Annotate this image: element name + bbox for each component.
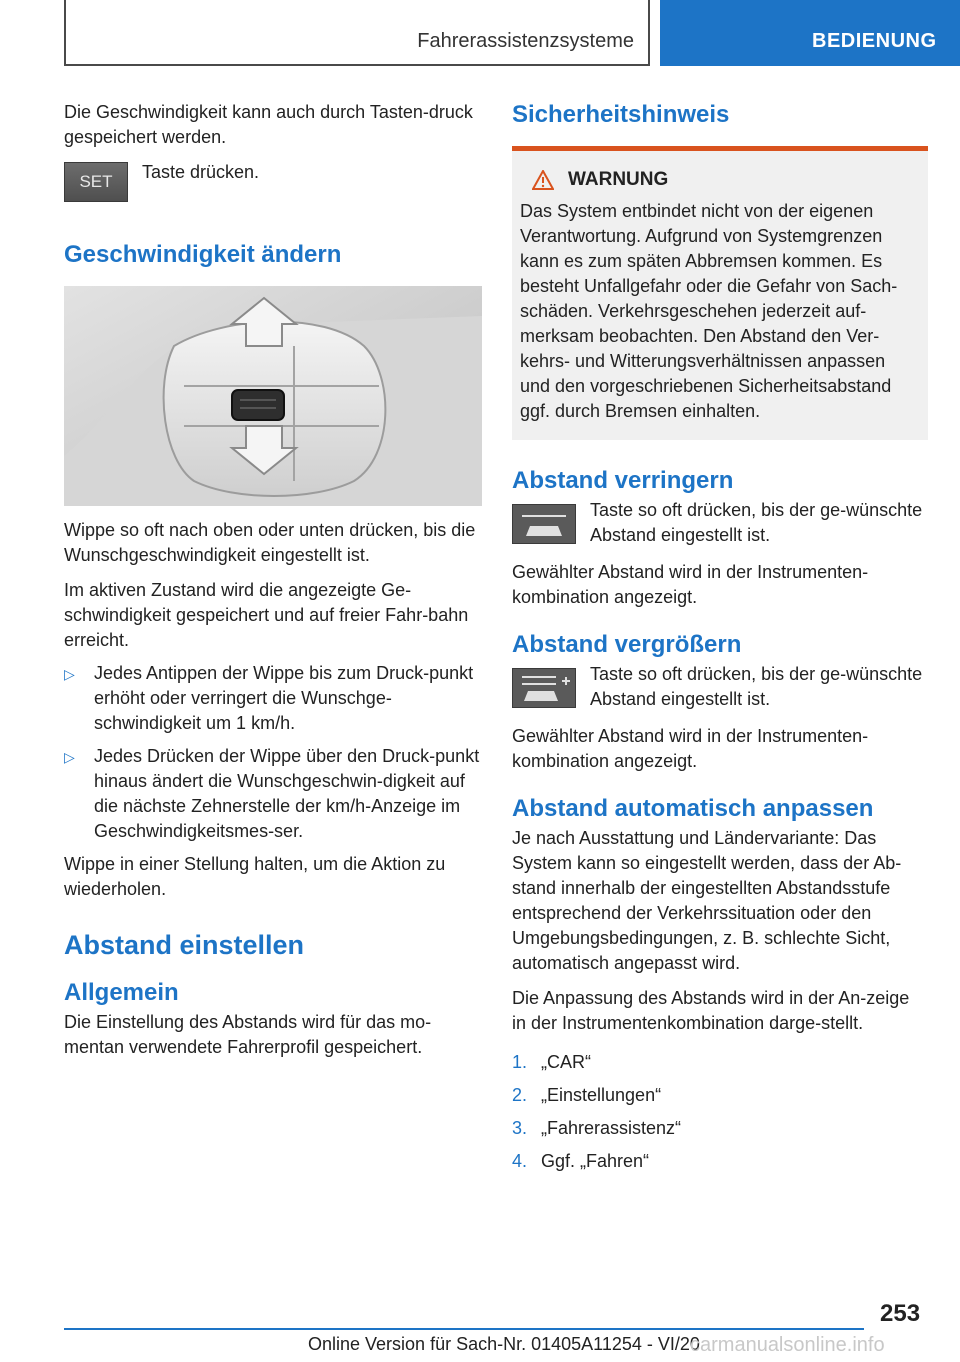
step-number: 3. (512, 1118, 528, 1138)
set-key-row (64, 160, 482, 202)
header-section-title: Fahrerassistenzsysteme (417, 30, 634, 52)
reduce-result: Gewählter Abstand wird in der Instrumenten-kombination angezeigt. (512, 562, 869, 607)
step-text: Ggf. „Fahren“ (541, 1151, 650, 1171)
heading-increase: Abstand vergrößern (512, 631, 742, 658)
warning-text: Das System entbindet nicht von der eigenen Verantwortung. Aufgrund von Systemgrenzen kann es zum späten Abbremsen kommen. Es besteht Unfallgefahr oder die Gefahr von Sach-schäden. Verkehrsgeschehen jederzeit auf-merksam beobachten. Den Abstand den Ver-kehrs- und Witterungsverhältnissen anpassen und den vorgeschriebenen Sicherheitsabstand ggf. durch Bremsen einhalten. (520, 201, 898, 421)
watermark: carmanualsonline.info (690, 1334, 885, 1356)
distance-increase-key-icon (512, 668, 576, 708)
increase-result: Gewählter Abstand wird in der Instrumenten-kombination angezeigt. (512, 726, 869, 771)
paragraph-general: Die Einstellung des Abstands wird für das mo-mentan verwendete Fahrerprofil gespeichert. (64, 1012, 432, 1057)
bullet-text: Jedes Drücken der Wippe über den Druck-punkt hinaus ändert die Wunschgeschwin-digkeit auf die nächste Zehnerstelle der km/h-Anzeige im Geschwindigkeitsmes-ser. (94, 746, 480, 841)
warning-box (512, 146, 928, 440)
set-key-label: SET (79, 172, 113, 191)
paragraph-auto2: Die Anpassung des Abstands wird in der An-zeige in der Instrumentenkombination darge-stellt. (512, 988, 910, 1033)
list-item (512, 1050, 928, 1075)
heading-safety: Sicherheitshinweis (512, 101, 730, 128)
header-chapter-tab (660, 0, 960, 66)
warning-triangle-icon (532, 170, 554, 190)
list-item (512, 1149, 928, 1174)
increase-key-row (512, 662, 928, 712)
right-column (512, 100, 928, 1182)
list-item (512, 1083, 928, 1108)
bullet-triangle-icon: ▷ (64, 666, 75, 682)
warning-title-row (520, 169, 920, 191)
header-chapter-title: BEDIENUNG (812, 30, 937, 52)
step-text: „Fahrerassistenz“ (541, 1118, 682, 1138)
list-item (64, 744, 482, 844)
set-key-icon (64, 162, 128, 202)
paragraph-speed-save: Die Geschwindigkeit kann auch durch Tasten-druck gespeichert werden. (64, 102, 473, 147)
bullet-triangle-icon: ▷ (64, 749, 75, 765)
reduce-key-text: Taste so oft drücken, bis der ge-wünschte Abstand eingestellt ist. (590, 500, 923, 545)
list-item (64, 661, 482, 736)
paragraph-active: Im aktiven Zustand wird die angezeigte Ge-schwindigkeit gespeichert und auf freier Fahr-bahn erreicht. (64, 580, 469, 650)
paragraph-hold: Wippe in einer Stellung halten, um die Aktion zu wiederholen. (64, 854, 446, 899)
step-number: 1. (512, 1052, 528, 1072)
footer-online-version: Online Version für Sach-Nr. 01405A11254 - VI/20 (308, 1334, 700, 1354)
warning-title: WARNUNG (568, 169, 669, 190)
footer-divider (64, 1328, 864, 1330)
heading-reduce: Abstand verringern (512, 467, 734, 494)
distance-reduce-key-icon (512, 504, 576, 544)
step-number: 2. (512, 1085, 528, 1105)
steering-wheel-rocker-image (64, 286, 482, 506)
heading-general: Allgemein (64, 979, 179, 1006)
heading-auto: Abstand automatisch anpassen (512, 795, 874, 822)
paragraph-auto1: Je nach Ausstattung und Ländervariante: Das System kann so eingestellt werden, dass der Ab-stand innerhalb der eingestellten Abstandsstufe entsprechend der Verkehrssituation oder den Umgebungsbedingungen, z. B. schlechte Sicht, automatisch angepasst wird. (512, 828, 902, 973)
header-section-box (64, 0, 650, 66)
left-column (64, 100, 482, 1070)
bullet-text: Jedes Antippen der Wippe bis zum Druck-punkt erhöht oder verringert die Wunschge-schwindigkeit um 1 km/h. (94, 663, 474, 733)
set-key-text: Taste drücken. (142, 162, 260, 182)
step-text: „CAR“ (541, 1052, 591, 1072)
heading-change-speed: Geschwindigkeit ändern (64, 241, 342, 268)
reduce-key-row (512, 498, 928, 548)
paragraph-wippe: Wippe so oft nach oben oder unten drücken, bis die Wunschgeschwindigkeit eingestellt ist. (64, 520, 476, 565)
page-number: 253 (880, 1300, 921, 1327)
heading-distance: Abstand einstellen (64, 930, 305, 960)
increase-key-text: Taste so oft drücken, bis der ge-wünschte Abstand eingestellt ist. (590, 664, 923, 709)
step-number: 4. (512, 1151, 528, 1171)
list-item (512, 1116, 928, 1141)
step-text: „Einstellungen“ (541, 1085, 662, 1105)
